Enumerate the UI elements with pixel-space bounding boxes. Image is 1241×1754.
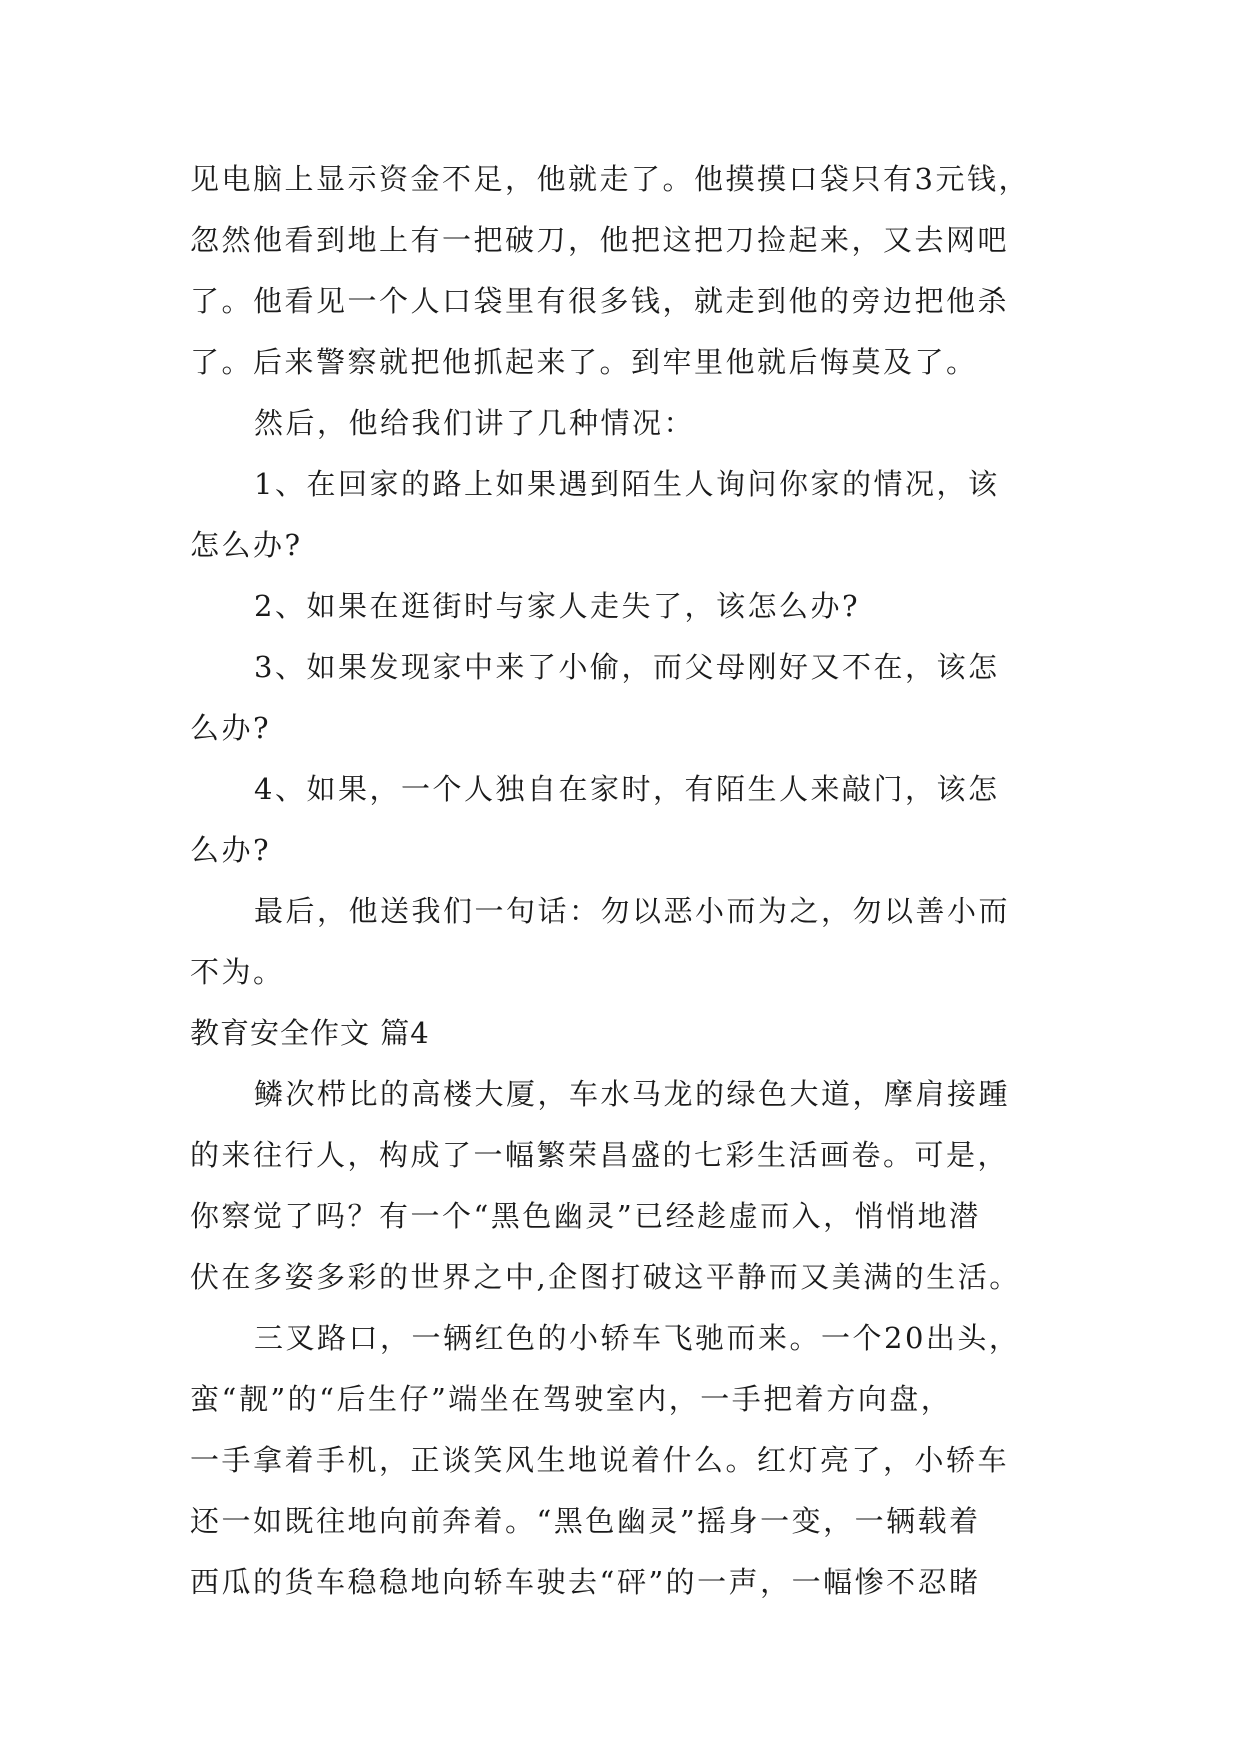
text-line: 你察觉了吗？有一个“黑色幽灵”已经趁虚而入，悄悄地潜 xyxy=(190,1199,981,1233)
list-item-1: 1、在回家的路上如果遇到陌生人询问你家的情况，该 xyxy=(254,467,1000,501)
text-line: 了。后来警察就把他抓起来了。到牢里他就后悔莫及了。 xyxy=(190,345,978,379)
text-line: 伏在多姿多彩的世界之中,企图打破这平静而又美满的生活。 xyxy=(190,1260,1021,1294)
text-line: 么办? xyxy=(190,833,272,867)
text-line: 忽然他看到地上有一把破刀，他把这把刀捡起来，又去网吧 xyxy=(190,223,1010,257)
text-line: 然后，他给我们讲了几种情况： xyxy=(254,406,696,440)
section-heading: 教育安全作文 篇4 xyxy=(190,1016,430,1050)
text-line: 西瓜的货车稳稳地向轿车驶去“砰”的一声，一幅惨不忍睹 xyxy=(190,1565,981,1599)
text-line: 怎么办? xyxy=(190,528,303,562)
text-line: 三叉路口，一辆红色的小轿车飞驰而来。一个20出头， xyxy=(254,1321,1021,1355)
text-line: 了。他看见一个人口袋里有很多钱，就走到他的旁边把他杀 xyxy=(190,284,1010,318)
text-line: 鳞次栉比的高楼大厦，车水马龙的绿色大道，摩肩接踵 xyxy=(254,1077,1011,1111)
text-line: 蛮“靓”的“后生仔”端坐在驾驶室内，一手把着方向盘， xyxy=(190,1382,953,1416)
text-line: 不为。 xyxy=(190,955,285,989)
text-line: 见电脑上显示资金不足，他就走了。他摸摸口袋只有3元钱， xyxy=(190,162,1030,196)
text-line: 的来往行人，构成了一幅繁荣昌盛的七彩生活画卷。可是， xyxy=(190,1138,1010,1172)
list-item-2: 2、如果在逛街时与家人走失了，该怎么办? xyxy=(254,589,860,623)
text-line: 一手拿着手机，正谈笑风生地说着什么。红灯亮了，小轿车 xyxy=(190,1443,1010,1477)
text-line: 么办? xyxy=(190,711,272,745)
text-line: 还一如既往地向前奔着。“黑色幽灵”摇身一变，一辆载着 xyxy=(190,1504,981,1538)
list-item-3: 3、如果发现家中来了小偷，而父母刚好又不在，该怎 xyxy=(254,650,1000,684)
text-line: 最后，他送我们一句话：勿以恶小而为之，勿以善小而 xyxy=(254,894,1011,928)
list-item-4: 4、如果，一个人独自在家时，有陌生人来敲门，该怎 xyxy=(254,772,1000,806)
